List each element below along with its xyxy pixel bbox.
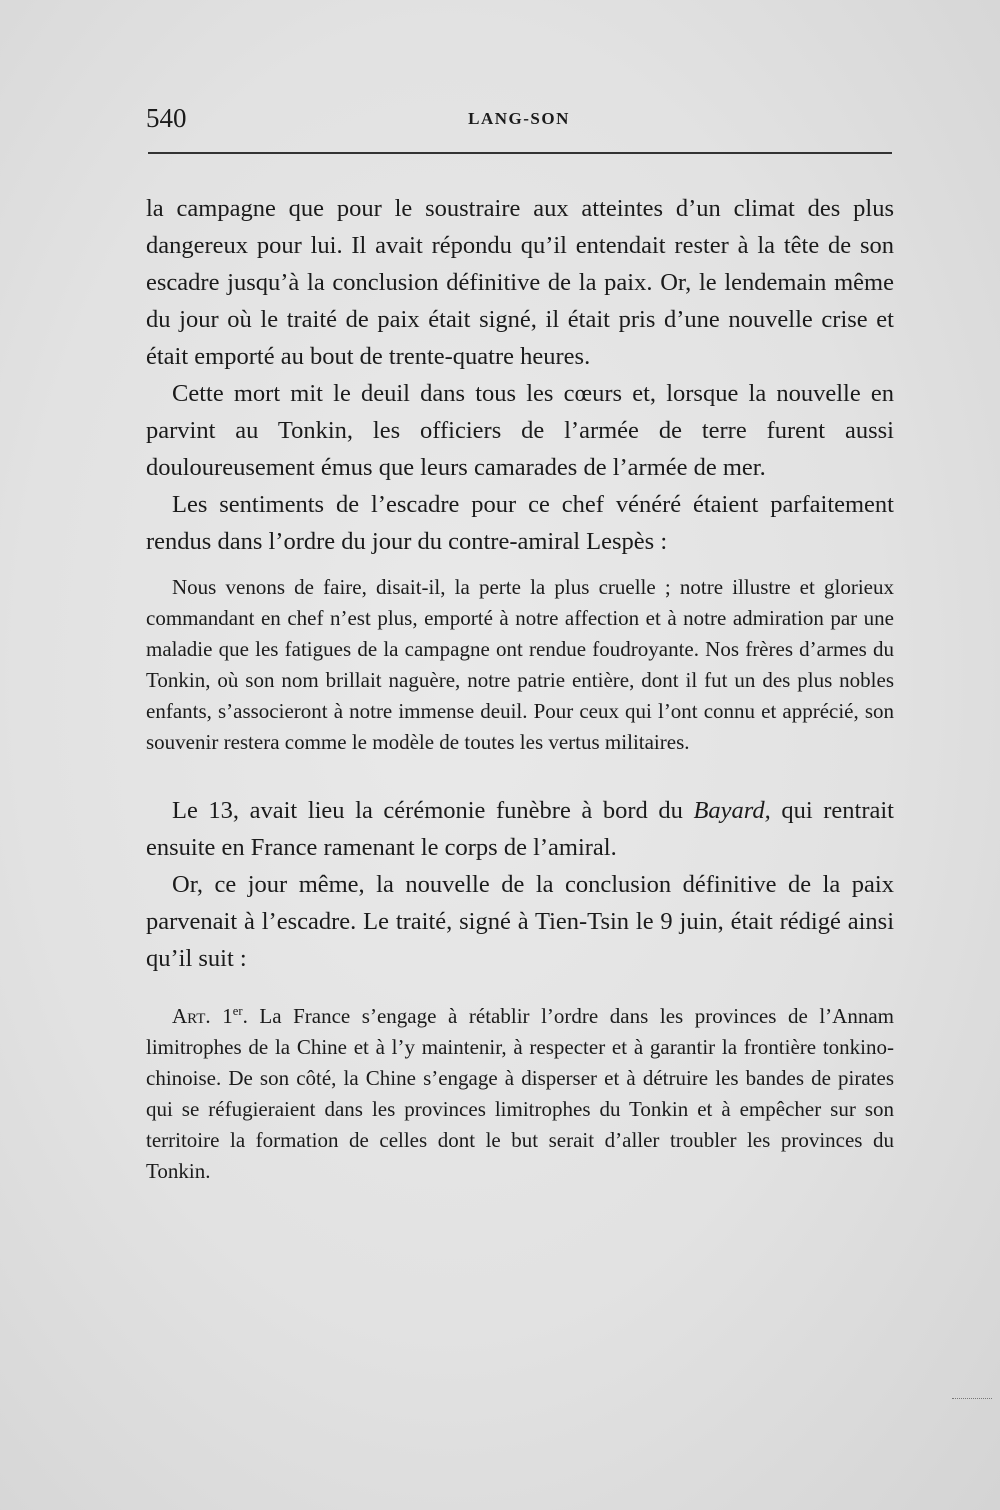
article-number: 1	[222, 1004, 233, 1028]
paragraph-treaty: Or, ce jour même, la nouvelle de la conclusion définitive de la paix parvenait à l’escadre. Le traité, signé à Tien-Tsin le 9 juin, était rédigé ainsi qu’il suit :	[146, 871, 894, 972]
running-head: LANG-SON	[468, 109, 570, 128]
header-rule	[148, 152, 892, 154]
paragraph-mourning: Cette mort mit le deuil dans tous les cœurs et, lorsque la nouvelle en parvint au Tonkin, les officiers de l’armée de terre furent aussi douloureusement émus que leurs camarades de l’armée de mer.	[146, 380, 894, 481]
spacer	[146, 758, 894, 792]
page-number: 540	[146, 103, 187, 133]
ship-name: Bayard,	[693, 797, 771, 824]
page-header	[146, 100, 892, 138]
ceremony-text-start: Le 13, avait lieu la cérémonie funèbre à bord du	[172, 797, 694, 824]
spacer	[146, 560, 894, 572]
ceremony-text-end: qui rentrait ensuite en France ramenant le corps de l’amiral.	[146, 797, 894, 861]
paragraph-campaign: la campagne que pour le soustraire aux atteintes d’un climat des plus dangereux pour lui. Il avait répondu qu’il entendait rester à la tête de son escadre jusqu’à la conclusion définitive de la paix. Or, le lendemain même du jour où le traité de paix était signé, il était pris d’une nouvelle crise et était emporté au bout de trente-quatre heures.	[146, 195, 894, 370]
article-text: . La France s’engage à rétablir l’ordre dans les provinces de l’Annam limitrophes de la Chine et à l’y maintenir, à respecter et à garantir la frontière tonkino-chinoise. De son côté, la Chine s’engage à disperser et à détruire les bandes de pirates qui se réfugieraient dans les provinces limitrophes du Tonkin et à empêcher sur son territoire la formation de celles dont le but serait d’aller troubler les provinces du Tonkin.	[146, 1004, 895, 1183]
paragraph-ceremony	[146, 792, 894, 866]
article-number-suffix: er	[232, 1004, 243, 1018]
article-label: Art.	[172, 1004, 211, 1028]
order-of-the-day-quote: Nous venons de faire, disait-il, la perte la plus cruelle ; notre illustre et glorieux commandant en chef n’est plus, emporté à notre affection et à notre admiration par une maladie que les fatigues de la campagne ont rendue foudroyante. Nos frères d’armes du Tonkin, où son nom brillait naguère, notre patrie entière, dont il fut un des plus nobles enfants, s’associeront à notre immense deuil. Pour ceux qui l’ont connu et apprécié, son souvenir restera comme le modèle de toutes les vertus militaires.	[146, 575, 894, 754]
treaty-article	[146, 1001, 894, 1187]
page-body	[146, 190, 894, 1187]
spacer	[146, 977, 894, 1001]
paragraph-sentiments: Les sentiments de l’escadre pour ce chef vénéré étaient parfaitement rendus dans l’ordre du jour du contre-amiral Lespès :	[146, 491, 894, 555]
paper-mark	[952, 1398, 992, 1407]
